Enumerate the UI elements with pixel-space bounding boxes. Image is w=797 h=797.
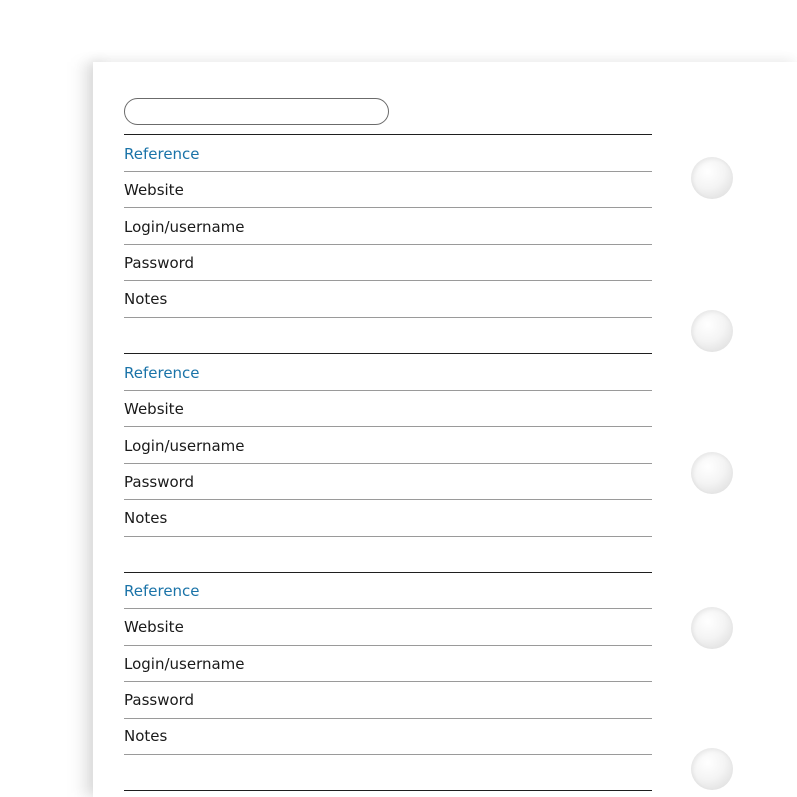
entry-line [124, 681, 652, 682]
notes-label: Notes [124, 290, 168, 308]
entry-line [124, 207, 652, 208]
section-divider [124, 353, 652, 354]
password-label: Password [124, 254, 195, 272]
website-label: Website [124, 618, 184, 636]
login-label: Login/username [124, 655, 245, 673]
login-label: Login/username [124, 218, 245, 236]
entry-line [124, 536, 652, 537]
punch-hole [691, 452, 733, 494]
entry-line [124, 645, 652, 646]
punch-hole [691, 310, 733, 352]
entry-line [124, 280, 652, 281]
entry-line [124, 718, 652, 719]
website-label: Website [124, 400, 184, 418]
entry-line [124, 317, 652, 318]
section-divider [124, 572, 652, 573]
entry-line [124, 754, 652, 755]
password-label: Password [124, 691, 195, 709]
section-divider [124, 134, 652, 135]
punch-hole [691, 748, 733, 790]
entry-line [124, 171, 652, 172]
login-label: Login/username [124, 437, 245, 455]
section-divider [124, 790, 652, 791]
website-label: Website [124, 181, 184, 199]
reference-label: Reference [124, 582, 200, 600]
password-label: Password [124, 473, 195, 491]
entry-line [124, 244, 652, 245]
entry-line [124, 463, 652, 464]
entry-line [124, 390, 652, 391]
entry-line [124, 499, 652, 500]
punch-hole [691, 607, 733, 649]
reference-label: Reference [124, 145, 200, 163]
reference-label: Reference [124, 364, 200, 382]
notes-label: Notes [124, 727, 168, 745]
entry-line [124, 426, 652, 427]
punch-hole [691, 157, 733, 199]
title-field[interactable] [124, 98, 389, 125]
notes-label: Notes [124, 509, 168, 527]
entry-line [124, 608, 652, 609]
